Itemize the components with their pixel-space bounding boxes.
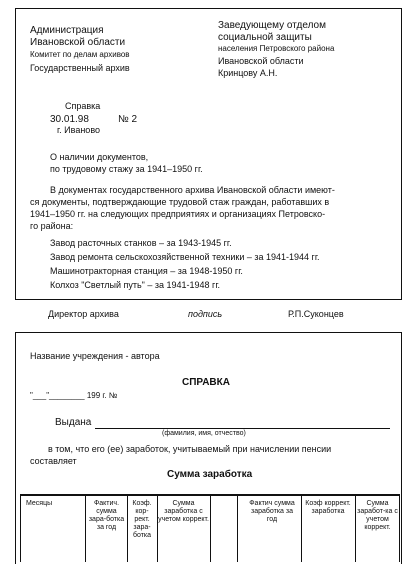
table-col-border (85, 494, 86, 562)
recipient-line: Кринцову А.Н. (218, 68, 278, 78)
table-col-border (20, 494, 21, 562)
form-date-line: "___"________ 199 г. № (30, 391, 118, 400)
form-title: СПРАВКА (182, 377, 230, 388)
column-header: Месяцы (26, 500, 53, 507)
column-header: Сумма заработка с учетом коррект. (158, 500, 209, 524)
issued-underline (95, 428, 390, 429)
column-header: Коэф. кор-рект. зара-ботка (132, 500, 152, 540)
purpose-line: составляет (30, 456, 77, 466)
body-line: 1941–1950 гг. на следующих предприятиях и организациях Петровско- (30, 209, 326, 219)
list-item: Завод расточных станков – за 1943-1945 гг. (50, 238, 232, 248)
issued-label: Выдана (55, 417, 92, 428)
subject-line: О наличии документов, (50, 152, 149, 162)
signature-position: Директор архива (48, 309, 119, 319)
sender-line: Администрация (30, 25, 104, 36)
body-line: ся документы, подтверждающие трудовой стаж граждан, работавших в (30, 197, 330, 207)
sender-line: Комитет по делам архивов (30, 50, 130, 59)
doc-number: № 2 (118, 114, 138, 125)
column-header: Фактич. сумма зара-ботка за год (88, 500, 125, 532)
doc-type: Справка (65, 101, 101, 111)
section-title: Сумма заработка (167, 469, 253, 480)
body-line: В документах государственного архива Ивановской области имеют- (50, 185, 335, 195)
purpose-line: в том, что его (ее) заработок, учитываемый при начислении пенсии (48, 444, 332, 454)
table-col-border (237, 494, 238, 562)
table-col-border (301, 494, 302, 562)
recipient-line: Ивановской области (218, 56, 304, 66)
sender-line: Ивановской области (30, 37, 126, 48)
table-col-border (355, 494, 356, 562)
doc-date: 30.01.98 (50, 114, 89, 125)
column-header: Сумма заработ-ка с учетом коррект. (357, 500, 398, 532)
body-line: го района: (30, 221, 74, 231)
doc-city: г. Иваново (57, 125, 101, 135)
recipient-line: социальной защиты (218, 32, 312, 43)
table-col-border (210, 494, 211, 562)
signature-name: Р.П.Суконцев (288, 309, 344, 319)
issued-hint: (фамилия, имя, отчество) (162, 430, 246, 437)
list-item: Машинотракторная станция – за 1948-1950 гг. (50, 266, 243, 276)
table-col-border (399, 494, 400, 562)
signature-sign: подпись (188, 309, 223, 319)
list-item: Завод ремонта сельскохозяйственной техники – за 1941-1944 гг. (50, 252, 320, 262)
recipient-line: Заведующему отделом (218, 20, 326, 31)
form-org: Название учреждения - автора (30, 351, 160, 361)
sender-line: Государственный архив (30, 63, 130, 73)
list-item: Колхоз "Светлый путь" – за 1941-1948 гг. (50, 280, 221, 290)
recipient-line: населения Петровского района (218, 44, 335, 53)
column-header: Фактич сумма заработка за год (249, 500, 295, 524)
column-header: Коэф коррект. заработка (305, 500, 351, 516)
subject-line: по трудовому стажу за 1941–1950 гг. (50, 164, 203, 174)
